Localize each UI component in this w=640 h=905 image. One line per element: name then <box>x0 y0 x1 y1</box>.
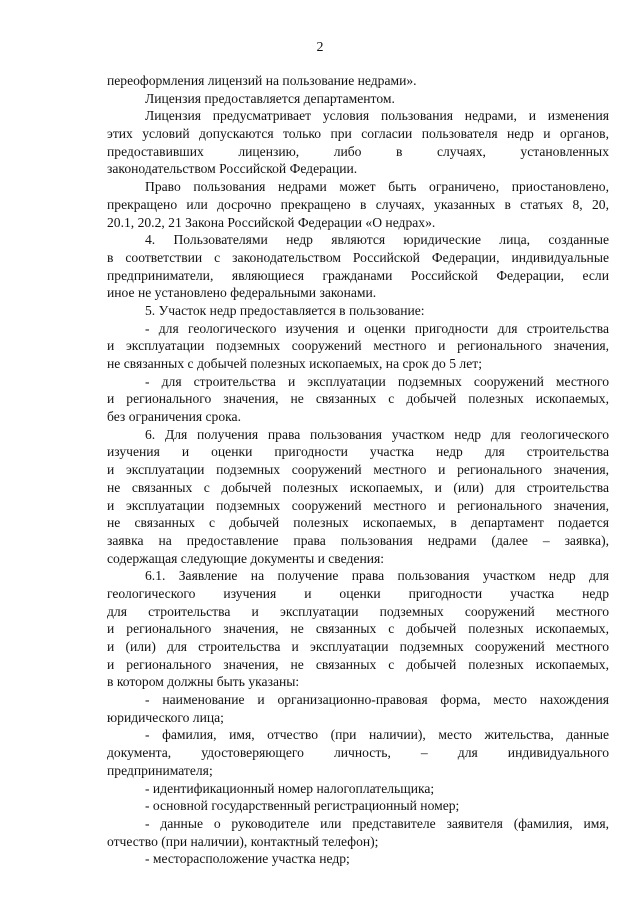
text-line: предпринимателя; <box>107 762 213 778</box>
text-line: и регионального значения, не связанных с добычей полезных ископаемых, <box>107 621 609 637</box>
text-line: - данные о руководителе или представителе заявителя (фамилия, имя, <box>145 815 609 831</box>
text-line: и регионального значения, не связанных с добычей полезных ископаемых, <box>107 656 609 672</box>
text-line: 5. Участок недр предоставляется в пользование: <box>145 302 425 318</box>
text-line: изучения и оценки пригодности участка недр для строительства <box>107 444 609 460</box>
text-line: 20.1, 20.2, 21 Закона Российской Федерации «О недрах». <box>107 214 436 230</box>
text-line: и эксплуатации подземных сооружений местного и регионального значения, <box>107 338 609 354</box>
text-line: прекращено или досрочно прекращено в случаях, указанных в статьях 8, 20, <box>107 196 609 212</box>
text-line: 4. Пользователями недр являются юридические лица, созданные <box>145 232 609 248</box>
text-line: и эксплуатации подземных сооружений местного и регионального значения, <box>107 462 609 478</box>
text-line: в соответствии с законодательством Российской Федерации, индивидуальные <box>107 249 609 265</box>
text-line: - фамилия, имя, отчество (при наличии), место жительства, данные <box>145 727 609 743</box>
text-line: 6.1. Заявление на получение права пользования участком недр для <box>145 568 609 584</box>
text-line: предприниматели, являющиеся гражданами Российской Федерации, если <box>107 267 609 283</box>
text-line: содержащая следующие документы и сведения: <box>107 550 385 566</box>
text-line: Право пользования недрами может быть ограничено, приостановлено, <box>145 179 609 195</box>
text-line: Лицензия предусматривает условия пользования недрами, и изменения <box>145 108 609 124</box>
text-line: иное не установлено федеральными законами. <box>107 285 377 301</box>
text-line: отчество (при наличии), контактный телефон); <box>107 833 379 849</box>
text-line: - месторасположение участка недр; <box>145 851 350 867</box>
text-line: законодательством Российской Федерации. <box>107 161 358 177</box>
text-line: 6. Для получения права пользования участком недр для геологического <box>145 426 609 442</box>
text-line: - для геологического изучения и оценки пригодности для строительства <box>145 320 609 336</box>
text-line: - идентификационный номер налогоплательщика; <box>145 780 435 796</box>
text-line: не связанных с добычей полезных ископаемых, и (или) для строительства <box>107 479 609 495</box>
text-line: предоставивших лицензию, либо в случаях, установленных <box>107 143 609 159</box>
text-line: Лицензия предоставляется департаментом. <box>145 90 395 106</box>
text-line: документа, удостоверяющего личность, – для индивидуального <box>107 745 609 761</box>
text-line: - для строительства и эксплуатации подземных сооружений местного <box>145 373 609 389</box>
text-line: для строительства и эксплуатации подземных сооружений местного <box>107 603 609 619</box>
document-body <box>107 72 609 868</box>
text-line: геологического изучения и оценки пригодности участка недр <box>107 585 609 601</box>
text-line: в котором должны быть указаны: <box>107 674 300 690</box>
text-line: и регионального значения, не связанных с добычей полезных ископаемых, <box>107 391 609 407</box>
text-line: переоформления лицензий на пользование недрами». <box>107 73 417 88</box>
text-line: заявка на предоставление права пользования недрами (далее – заявка), <box>107 532 609 548</box>
text-line: - наименование и организационно-правовая форма, место нахождения <box>145 692 609 708</box>
text-line: не связанных с добычей полезных ископаемых, на срок до 5 лет; <box>107 356 482 371</box>
text-line: не связанных с добычей полезных ископаемых, в департамент подается <box>107 515 609 531</box>
text-line: этих условий допускаются только при согласии пользователя недр и органов, <box>107 126 609 142</box>
text-line: юридического лица; <box>107 709 224 725</box>
text-line: без ограничения срока. <box>107 409 241 425</box>
text-line: - основной государственный регистрационный номер; <box>145 798 460 814</box>
text-line: и эксплуатации подземных сооружений местного и регионального значения, <box>107 497 609 513</box>
page-number: 2 <box>316 40 324 55</box>
text-line: и (или) для строительства и эксплуатации подземных сооружений местного <box>107 639 609 654</box>
